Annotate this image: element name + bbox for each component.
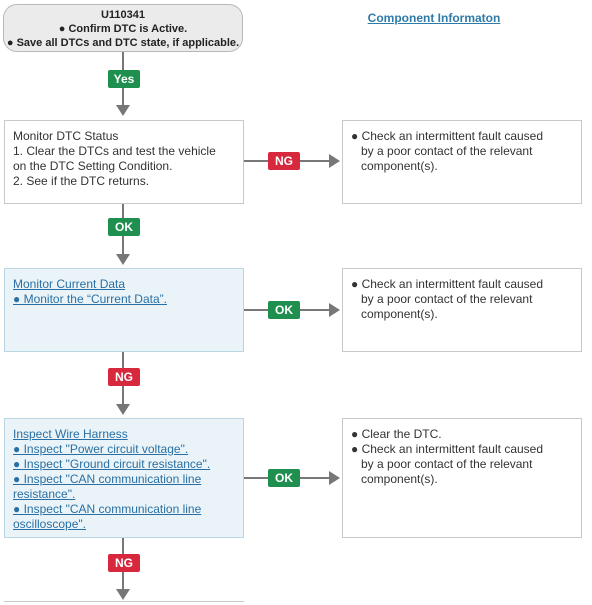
step-line: on the DTC Setting Condition. <box>13 159 173 173</box>
yes-badge: Yes <box>108 70 140 88</box>
inspect-power-voltage-link[interactable]: ● Inspect "Power circuit voltage". <box>13 442 189 456</box>
result-line: component(s). <box>361 159 438 173</box>
start-item-confirm: ● Confirm DTC is Active. <box>58 23 188 35</box>
result-box-2 <box>342 268 582 352</box>
result-line: by a poor contact of the relevant <box>361 144 533 158</box>
component-information-link[interactable]: Component Informaton <box>367 11 501 25</box>
inspect-can-resistance-link-cont[interactable]: resistance". <box>13 487 76 501</box>
dtc-code: U110341 <box>100 9 146 21</box>
step-monitor-dtc-status <box>4 120 244 204</box>
arrow-down-icon <box>116 105 130 116</box>
inspect-can-oscilloscope-link-cont[interactable]: oscilloscope". <box>13 517 86 531</box>
step-title: Monitor DTC Status <box>13 129 119 143</box>
arrow-down-icon <box>116 404 130 415</box>
result-box-3 <box>342 418 582 538</box>
arrow-down-icon <box>116 589 130 600</box>
start-item-save: ● Save all DTCs and DTC state, if applicable. <box>6 37 240 49</box>
monitor-current-data-link[interactable]: ● Monitor the “Current Data”. <box>13 292 167 306</box>
ng-badge: NG <box>108 554 140 572</box>
next-step-box-edge <box>4 601 244 605</box>
ok-badge: OK <box>268 301 300 319</box>
step-monitor-current-data <box>4 268 244 352</box>
ng-badge: NG <box>108 368 140 386</box>
result-line: ● Clear the DTC. <box>351 427 442 441</box>
inspect-ground-resistance-link[interactable]: ● Inspect "Ground circuit resistance". <box>13 457 211 471</box>
arrow-right-icon <box>329 471 340 485</box>
arrow-right-icon <box>329 154 340 168</box>
inspect-can-resistance-link[interactable]: ● Inspect "CAN communication line <box>13 472 202 486</box>
step-title-link[interactable]: Inspect Wire Harness <box>13 427 128 441</box>
arrow-right-icon <box>329 303 340 317</box>
result-line: ● Check an intermittent fault caused <box>351 277 544 291</box>
result-box-1 <box>342 120 582 204</box>
step-line: 1. Clear the DTCs and test the vehicle <box>13 144 216 158</box>
result-line: component(s). <box>361 307 438 321</box>
step-line: 2. See if the DTC returns. <box>13 174 150 188</box>
result-line: by a poor contact of the relevant <box>361 457 533 471</box>
step-inspect-wire-harness <box>4 418 244 538</box>
inspect-can-oscilloscope-link[interactable]: ● Inspect "CAN communication line <box>13 502 202 516</box>
ng-badge: NG <box>268 152 300 170</box>
ok-badge: OK <box>108 218 140 236</box>
step-title-link[interactable]: Monitor Current Data <box>13 277 126 291</box>
result-line: by a poor contact of the relevant <box>361 292 533 306</box>
arrow-down-icon <box>116 254 130 265</box>
result-line: ● Check an intermittent fault caused <box>351 442 544 456</box>
ok-badge: OK <box>268 469 300 487</box>
start-node <box>3 4 243 52</box>
result-line: ● Check an intermittent fault caused <box>351 129 544 143</box>
result-line: component(s). <box>361 472 438 486</box>
